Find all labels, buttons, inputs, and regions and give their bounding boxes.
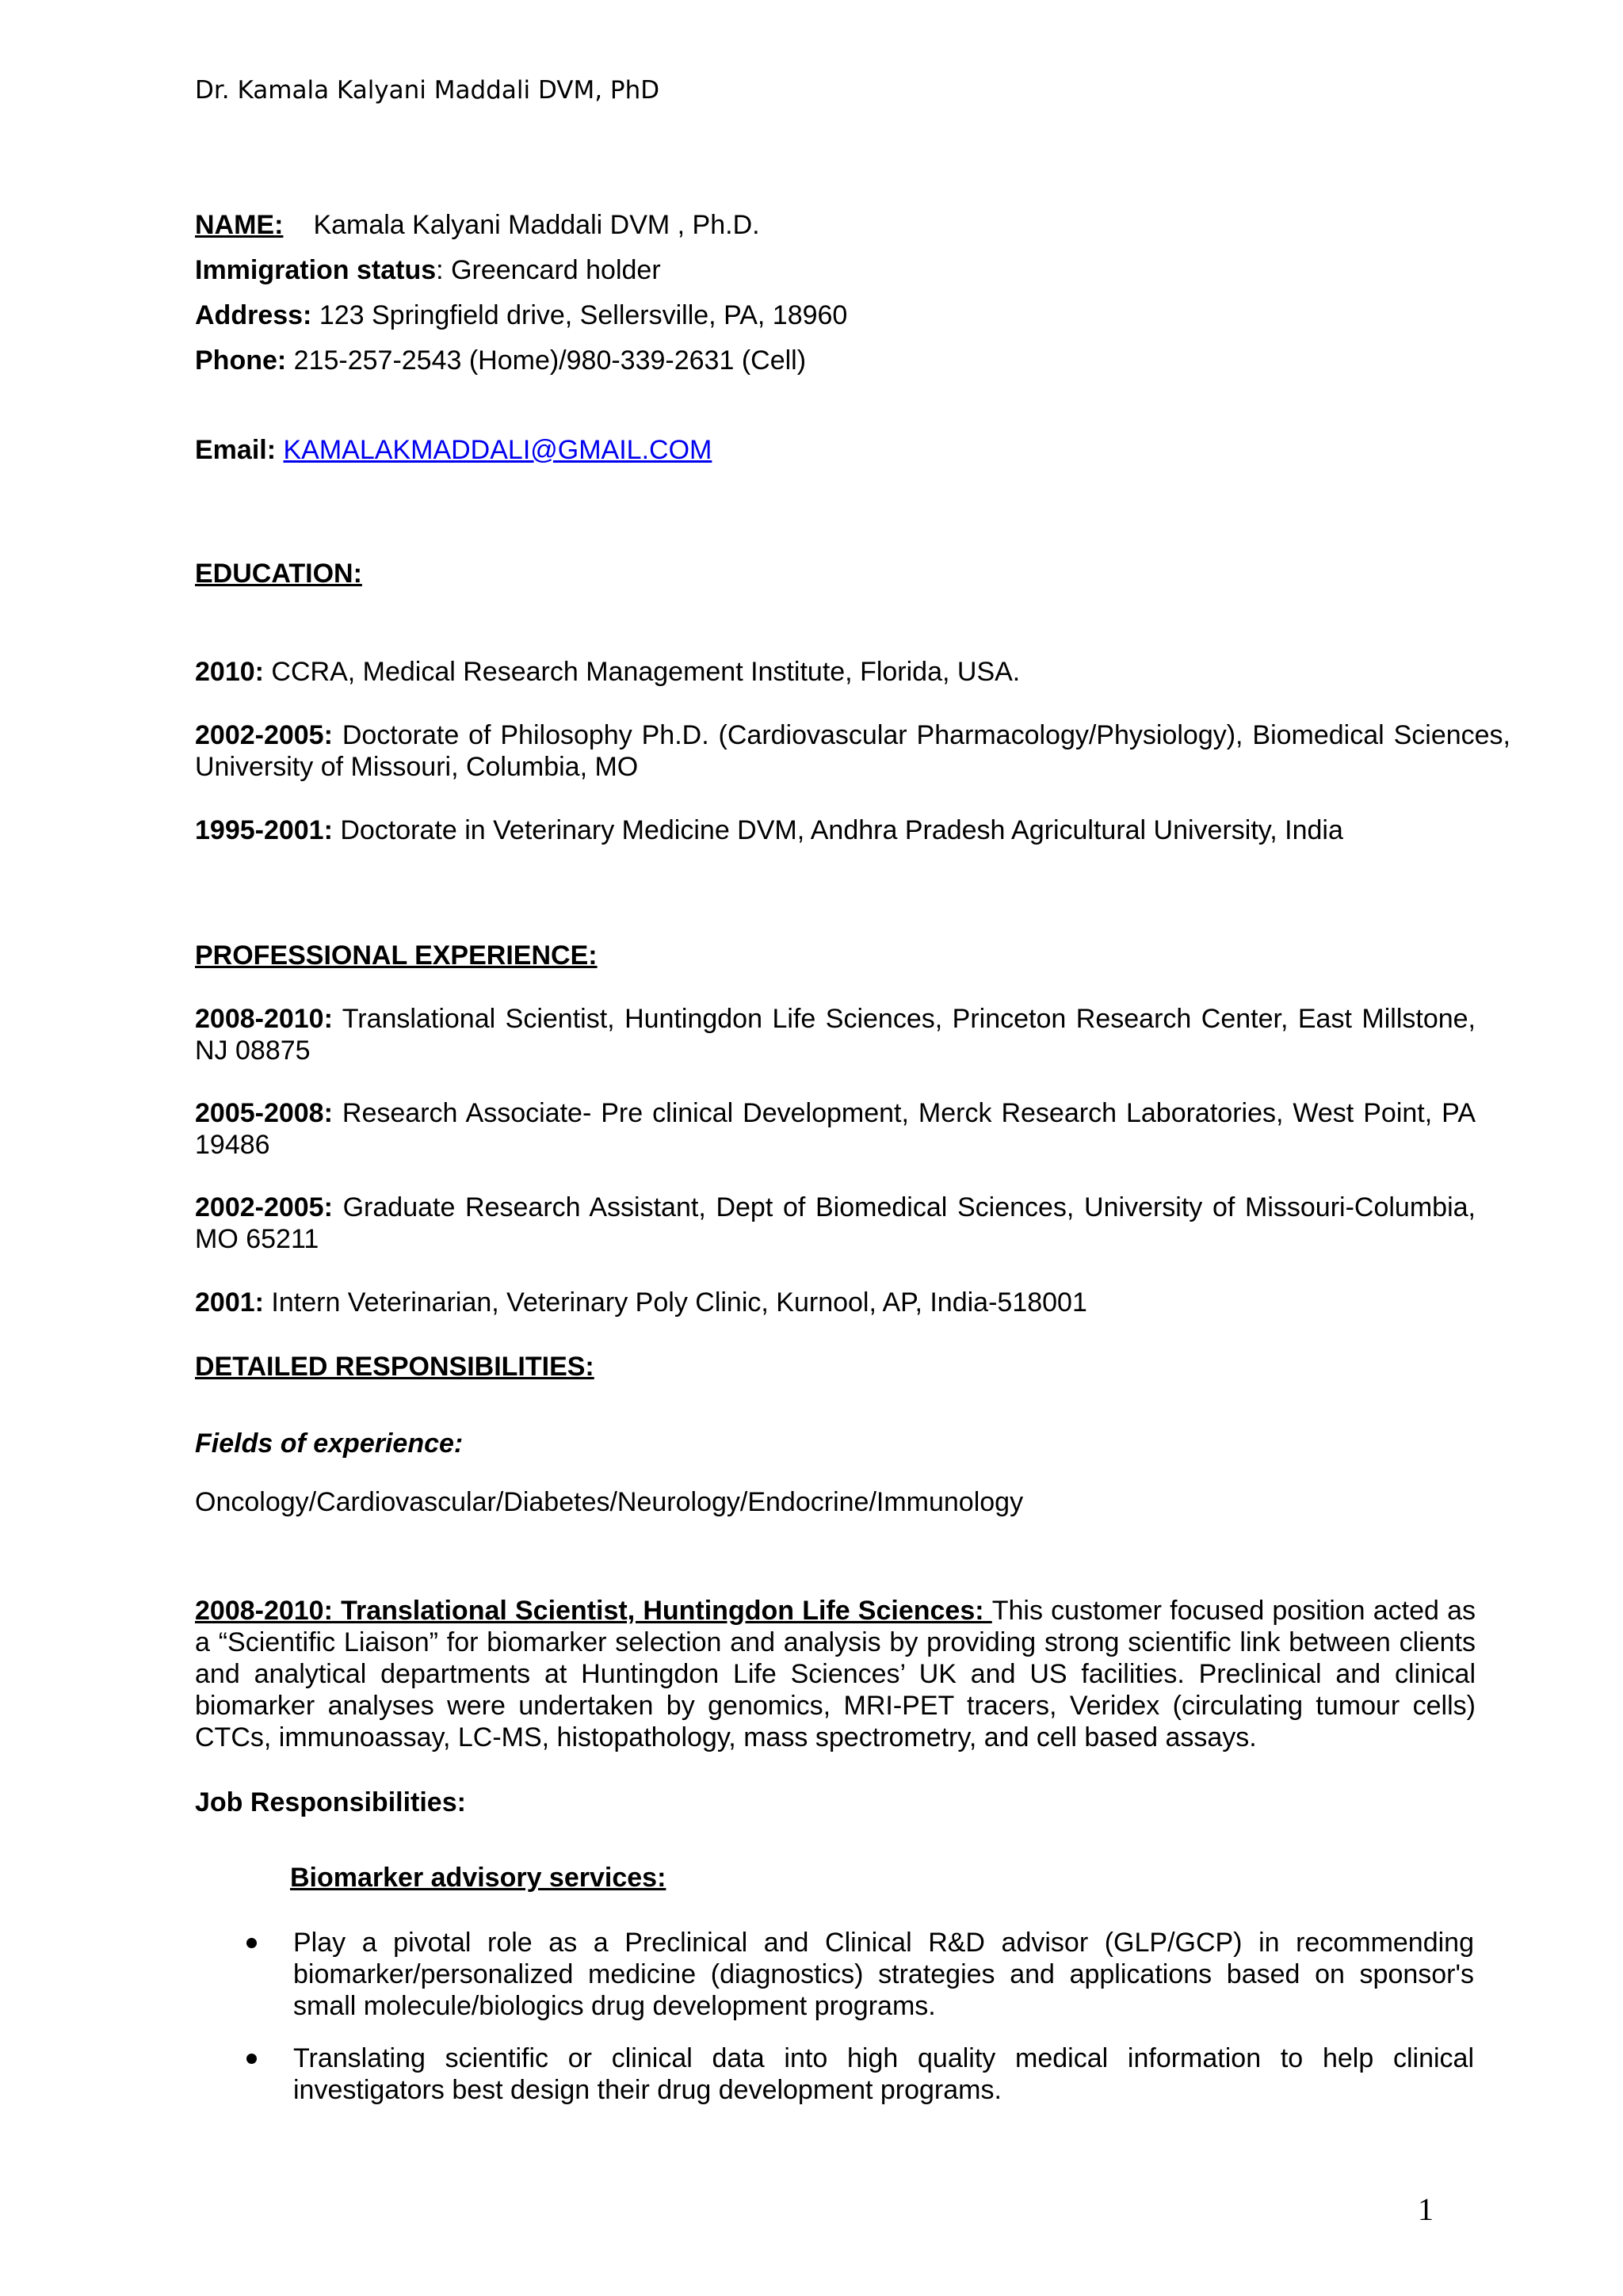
education-text: Doctorate of Philosophy Ph.D. (Cardiovascular Pharmacology/Physiology), Biomedical Sciences, University of Missouri, Columbia, MO [195, 720, 1510, 782]
phone-line [195, 345, 806, 376]
experience-entry [195, 1287, 1087, 1318]
responsibilities-heading: DETAILED RESPONSIBILITIES: [195, 1352, 594, 1382]
biomarker-subheading: Biomarker advisory services: [290, 1863, 666, 1893]
email-label: Email: [195, 435, 277, 465]
education-text: Doctorate in Veterinary Medicine DVM, Andhra Pradesh Agricultural University, India [332, 815, 1343, 845]
bullet-item: Translating scientific or clinical data into high quality medical information to help clinical investigators best design their drug development programs. [293, 2043, 1474, 2105]
page-number: 1 [1418, 2191, 1434, 2227]
address-label: Address: [195, 300, 312, 330]
name-label: NAME: [195, 210, 284, 240]
phone-label: Phone: [195, 345, 287, 376]
email-link[interactable]: KAMALAKMADDALI@GMAIL.COM [283, 435, 712, 465]
experience-years: 2008-2010: [195, 1004, 333, 1034]
fields-label: Fields of experience: [195, 1428, 464, 1459]
immigration-label: Immigration status [195, 255, 437, 285]
bullet-icon [246, 2054, 257, 2064]
bullet-icon [246, 1938, 257, 1948]
email-line [195, 434, 712, 466]
education-text: CCRA, Medical Research Management Institute, Florida, USA. [263, 657, 1021, 687]
education-entry [195, 814, 1343, 846]
experience-text: Translational Scientist, Huntingdon Life Sciences, Princeton Research Center, East Millstone, NJ 08875 [195, 1004, 1476, 1066]
fields-value: Oncology/Cardiovascular/Diabetes/Neurology/Endocrine/Immunology [195, 1487, 1024, 1517]
education-years: 1995-2001: [195, 815, 333, 845]
address-value: 123 Springfield drive, Sellersville, PA, 18960 [311, 300, 848, 330]
experience-years: 2005-2008: [195, 1098, 333, 1128]
experience-entry [195, 1097, 1476, 1161]
name-line [195, 209, 760, 241]
role-paragraph [195, 1595, 1476, 1753]
experience-heading: PROFESSIONAL EXPERIENCE: [195, 940, 598, 971]
immigration-line [195, 254, 661, 286]
education-years: 2002-2005: [195, 720, 333, 750]
education-entry [195, 656, 1020, 688]
immigration-value: : Greencard holder [436, 255, 661, 285]
experience-years: 2001: [195, 1287, 264, 1318]
experience-text: Research Associate- Pre clinical Development, Merck Research Laboratories, West Point, PA 19486 [195, 1098, 1476, 1160]
education-years: 2010: [195, 657, 264, 687]
role-title: 2008-2010: Translational Scientist, Huntingdon Life Sciences: [195, 1596, 992, 1626]
experience-text: Intern Veterinarian, Veterinary Poly Clinic, Kurnool, AP, India-518001 [263, 1287, 1087, 1318]
education-heading: EDUCATION: [195, 559, 362, 589]
experience-entry [195, 1192, 1476, 1255]
phone-value: 215-257-2543 (Home)/980-339-2631 (Cell) [286, 345, 807, 376]
experience-entry [195, 1003, 1476, 1066]
experience-text: Graduate Research Assistant, Dept of Biomedical Sciences, University of Missouri-Columbia, MO 65211 [195, 1192, 1476, 1254]
experience-years: 2002-2005: [195, 1192, 333, 1222]
job-responsibilities-label: Job Responsibilities: [195, 1787, 466, 1817]
address-line [195, 299, 847, 331]
role-description: This customer focused position acted as a “Scientific Liaison” for biomarker selection and analysis by providing strong scientific link between clients and analytical departments at Huntingdon Life Sciences’ UK and US facilities. Preclinical and clinical biomarker analyses were undertaken by genomics, MRI-PET tracers, Veridex (circulating tumour cells) CTCs, immunoassay, LC-MS, histopathology, mass spectrometry, and cell based assays. [195, 1596, 1476, 1753]
bullet-item: Play a pivotal role as a Preclinical and Clinical R&D advisor (GLP/GCP) in recommending biomarker/personalized medicine (diagnostics) strategies and applications based on sponsor's small molecule/biologics drug development programs. [293, 1928, 1474, 2021]
name-value: Kamala Kalyani Maddali DVM , Ph.D. [313, 210, 760, 240]
running-header: Dr. Kamala Kalyani Maddali DVM, PhD [195, 76, 660, 105]
education-entry [195, 719, 1510, 783]
